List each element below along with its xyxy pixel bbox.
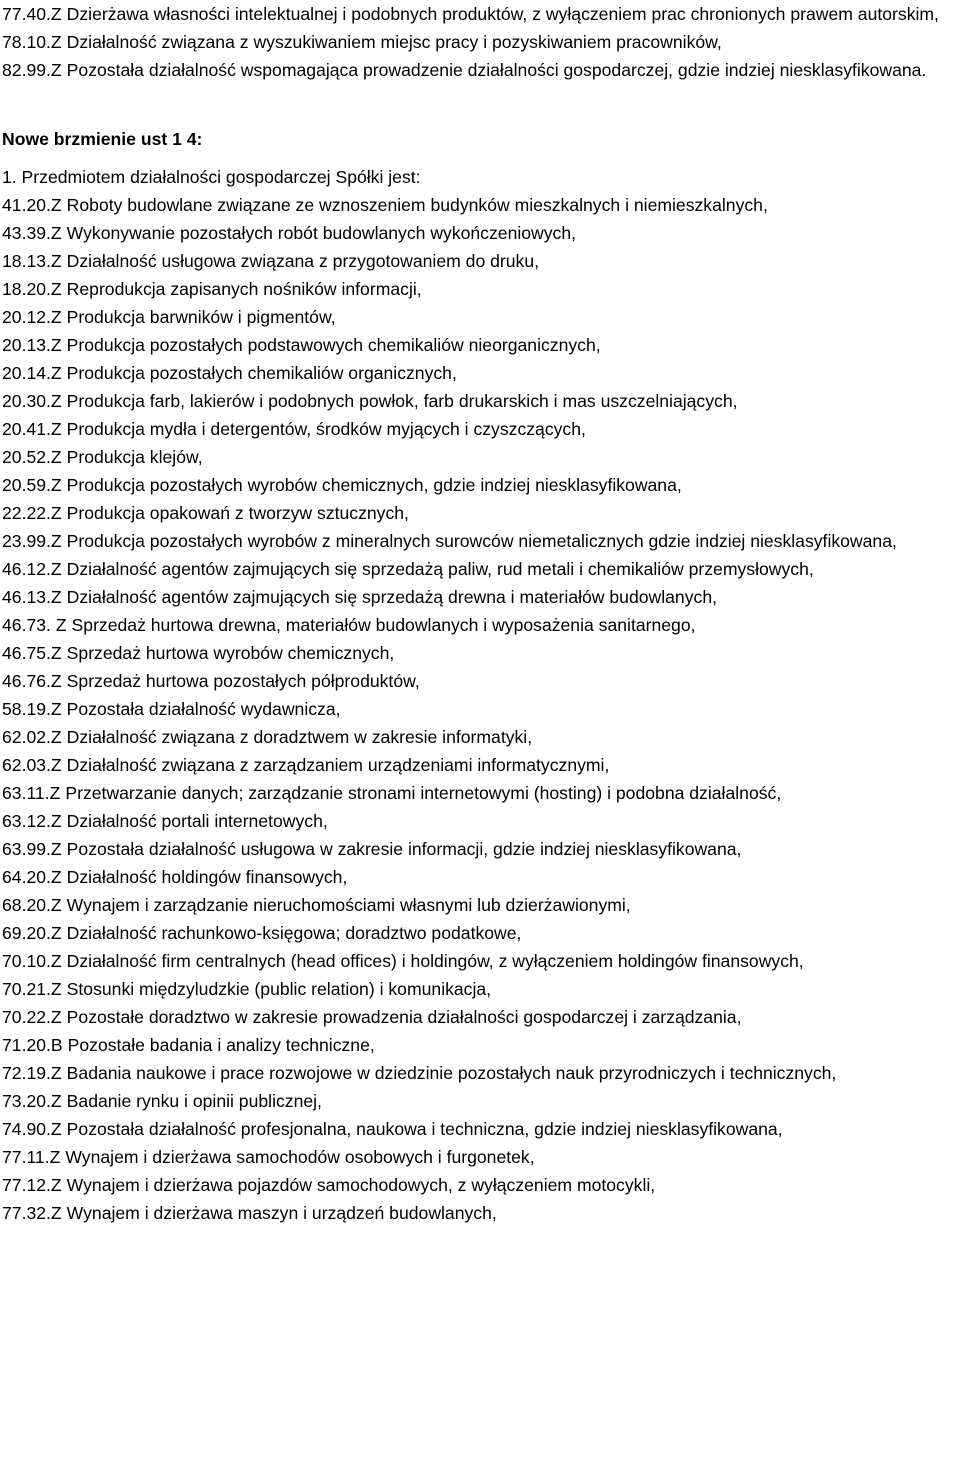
activity-description: Działalność holdingów finansowych, <box>66 867 348 887</box>
list-item <box>2 219 958 247</box>
activity-code: 73.20.Z <box>2 1091 62 1111</box>
activity-code: 20.12.Z <box>2 307 62 327</box>
list-item <box>2 1199 958 1227</box>
previous-activity-list <box>2 0 958 84</box>
list-item <box>2 751 958 779</box>
list-item <box>2 639 958 667</box>
activity-description: Z Sprzedaż hurtowa drewna, materiałów budowlanych i wyposażenia sanitarnego, <box>55 615 696 635</box>
activity-list <box>2 191 958 1227</box>
activity-code: 77.32.Z <box>2 1203 62 1223</box>
activity-description: Produkcja barwników i pigmentów, <box>66 307 336 327</box>
list-item <box>2 807 958 835</box>
activity-code: 20.59.Z <box>2 475 62 495</box>
activity-code: 62.03.Z <box>2 755 62 775</box>
activity-code: 70.10.Z <box>2 951 62 971</box>
list-item <box>2 415 958 443</box>
activity-description: Działalność związana z zarządzaniem urządzeniami informatycznymi, <box>66 755 610 775</box>
activity-code: 46.73. <box>2 615 51 635</box>
activity-code: 74.90.Z <box>2 1119 62 1139</box>
activity-description: Badanie rynku i opinii publicznej, <box>66 1091 322 1111</box>
activity-description: Pozostała działalność wydawnicza, <box>66 699 341 719</box>
activity-code: 69.20.Z <box>2 923 62 943</box>
activity-description: Reprodukcja zapisanych nośników informacji, <box>66 279 422 299</box>
activity-description: Sprzedaż hurtowa pozostałych półproduktów, <box>66 671 420 691</box>
activity-description: Wynajem i dzierżawa samochodów osobowych i furgonetek, <box>65 1147 535 1167</box>
activity-code: 70.21.Z <box>2 979 62 999</box>
activity-description: Pozostała działalność usługowa w zakresie informacji, gdzie indziej niesklasyfikowana, <box>66 839 742 859</box>
list-item <box>2 359 958 387</box>
list-item <box>2 527 958 555</box>
list-item <box>2 275 958 303</box>
activity-description: Wynajem i zarządzanie nieruchomościami własnymi lub dzierżawionymi, <box>66 895 631 915</box>
section-heading: Nowe brzmienie ust 1 4: <box>2 129 203 149</box>
list-item <box>2 56 958 84</box>
activity-code: 41.20.Z <box>2 195 62 215</box>
list-item <box>2 247 958 275</box>
activity-description: Produkcja pozostałych podstawowych chemikaliów nieorganicznych, <box>66 335 601 355</box>
list-item <box>2 387 958 415</box>
intro-paragraph: 1. Przedmiotem działalności gospodarczej Spółki jest: <box>2 167 421 187</box>
activity-code: 23.99.Z <box>2 531 62 551</box>
list-item <box>2 611 958 639</box>
activity-description: Pozostałe badania i analizy techniczne, <box>67 1035 375 1055</box>
activity-description: Dzierżawa własności intelektualnej i podobnych produktów, z wyłączeniem prac chronionych prawem autorskim, <box>66 4 939 24</box>
activity-description: Działalność związana z wyszukiwaniem miejsc pracy i pozyskiwaniem pracowników, <box>66 32 722 52</box>
activity-code: 20.52.Z <box>2 447 62 467</box>
activity-description: Wynajem i dzierżawa maszyn i urządzeń budowlanych, <box>66 1203 497 1223</box>
list-item <box>2 555 958 583</box>
activity-code: 62.02.Z <box>2 727 62 747</box>
activity-code: 20.14.Z <box>2 363 62 383</box>
list-item <box>2 835 958 863</box>
list-item <box>2 1059 958 1087</box>
activity-code: 77.12.Z <box>2 1175 62 1195</box>
list-item <box>2 471 958 499</box>
activity-description: Działalność rachunkowo-księgowa; doradztwo podatkowe, <box>66 923 522 943</box>
list-item <box>2 331 958 359</box>
activity-code: 46.76.Z <box>2 671 62 691</box>
list-item <box>2 499 958 527</box>
activity-code: 46.13.Z <box>2 587 62 607</box>
activity-description: Działalność portali internetowych, <box>66 811 328 831</box>
activity-description: Działalność agentów zajmujących się sprzedażą drewna i materiałów budowlanych, <box>66 587 717 607</box>
activity-code: 77.40.Z <box>2 4 62 24</box>
list-item <box>2 1115 958 1143</box>
list-item <box>2 1143 958 1171</box>
list-item <box>2 863 958 891</box>
activity-code: 64.20.Z <box>2 867 62 887</box>
activity-code: 58.19.Z <box>2 699 62 719</box>
activity-code: 22.22.Z <box>2 503 62 523</box>
activity-description: Sprzedaż hurtowa wyrobów chemicznych, <box>66 643 395 663</box>
list-item <box>2 0 958 28</box>
list-item <box>2 1003 958 1031</box>
activity-description: Produkcja mydła i detergentów, środków myjących i czyszczących, <box>66 419 586 439</box>
activity-code: 63.99.Z <box>2 839 62 859</box>
activity-code: 63.12.Z <box>2 811 62 831</box>
activity-code: 70.22.Z <box>2 1007 62 1027</box>
activity-code: 82.99.Z <box>2 60 62 80</box>
activity-description: Produkcja pozostałych wyrobów chemicznych, gdzie indziej niesklasyfikowana, <box>66 475 682 495</box>
activity-description: Działalność firm centralnych (head offices) i holdingów, z wyłączeniem holdingów finansowych, <box>66 951 804 971</box>
list-item <box>2 919 958 947</box>
list-item <box>2 695 958 723</box>
list-item <box>2 191 958 219</box>
activity-description: Badania naukowe i prace rozwojowe w dziedzinie pozostałych nauk przyrodniczych i technicznych, <box>66 1063 837 1083</box>
activity-code: 18.13.Z <box>2 251 62 271</box>
activity-code: 72.19.Z <box>2 1063 62 1083</box>
activity-description: Produkcja pozostałych chemikaliów organicznych, <box>66 363 457 383</box>
activity-description: Stosunki międzyludzkie (public relation) i komunikacja, <box>66 979 492 999</box>
list-item <box>2 667 958 695</box>
activity-code: 63.11.Z <box>2 783 61 803</box>
activity-description: Produkcja opakowań z tworzyw sztucznych, <box>66 503 409 523</box>
list-item <box>2 947 958 975</box>
list-item <box>2 303 958 331</box>
activity-description: Działalność agentów zajmujących się sprzedażą paliw, rud metali i chemikaliów przemysłowych, <box>66 559 814 579</box>
activity-description: Wykonywanie pozostałych robót budowlanych wykończeniowych, <box>66 223 577 243</box>
activity-description: Wynajem i dzierżawa pojazdów samochodowych, z wyłączeniem motocykli, <box>66 1175 656 1195</box>
activity-description: Produkcja klejów, <box>66 447 203 467</box>
list-item <box>2 443 958 471</box>
activity-code: 20.13.Z <box>2 335 62 355</box>
activity-description: Pozostałe doradztwo w zakresie prowadzenia działalności gospodarczej i zarządzania, <box>66 1007 742 1027</box>
activity-code: 77.11.Z <box>2 1147 61 1167</box>
list-item <box>2 1031 958 1059</box>
activity-description: Roboty budowlane związane ze wznoszeniem budynków mieszkalnych i niemieszkalnych, <box>66 195 768 215</box>
activity-code: 46.75.Z <box>2 643 62 663</box>
list-item <box>2 583 958 611</box>
activity-code: 46.12.Z <box>2 559 62 579</box>
list-item <box>2 1171 958 1199</box>
activity-description: Pozostała działalność wspomagająca prowadzenie działalności gospodarczej, gdzie indziej niesklasyfikowana. <box>66 60 927 80</box>
activity-code: 20.30.Z <box>2 391 62 411</box>
activity-code: 71.20.B <box>2 1035 63 1055</box>
list-item <box>2 891 958 919</box>
activity-code: 78.10.Z <box>2 32 62 52</box>
list-item <box>2 975 958 1003</box>
activity-description: Działalność usługowa związana z przygotowaniem do druku, <box>66 251 540 271</box>
list-item <box>2 723 958 751</box>
list-item <box>2 28 958 56</box>
activity-description: Produkcja farb, lakierów i podobnych powłok, farb drukarskich i mas uszczelniających, <box>66 391 738 411</box>
activity-description: Przetwarzanie danych; zarządzanie stronami internetowymi (hosting) i podobna działalność, <box>65 783 782 803</box>
list-item <box>2 1087 958 1115</box>
activity-description: Pozostała działalność profesjonalna, naukowa i techniczna, gdzie indziej niesklasyfikowana, <box>66 1119 783 1139</box>
activity-description: Działalność związana z doradztwem w zakresie informatyki, <box>66 727 533 747</box>
activity-code: 18.20.Z <box>2 279 62 299</box>
activity-code: 68.20.Z <box>2 895 62 915</box>
activity-description: Produkcja pozostałych wyrobów z mineralnych surowców niemetalicznych gdzie indziej niesklasyfikowana, <box>66 531 897 551</box>
activity-code: 43.39.Z <box>2 223 62 243</box>
list-item <box>2 779 958 807</box>
activity-code: 20.41.Z <box>2 419 62 439</box>
